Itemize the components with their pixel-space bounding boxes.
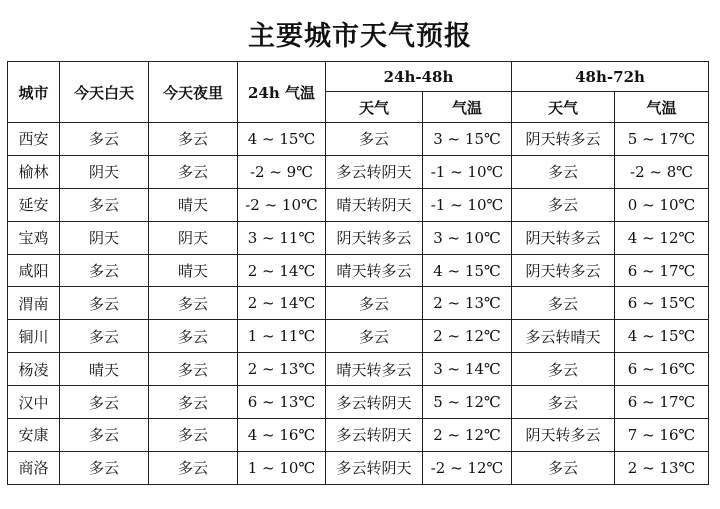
table-row bbox=[8, 320, 709, 353]
today-night-weather: 多云 bbox=[149, 353, 238, 386]
table-row bbox=[8, 419, 709, 452]
weather-48h: 多云转阴天 bbox=[326, 451, 423, 484]
header-weather-72h: 天气 bbox=[512, 92, 615, 123]
temp-72h: -2 ~ 8℃ bbox=[615, 155, 709, 188]
temp-48h: 3 ~ 14℃ bbox=[423, 353, 512, 386]
temp-48h: 3 ~ 15℃ bbox=[423, 123, 512, 156]
temp-24h: 2 ~ 14℃ bbox=[238, 254, 326, 287]
weather-48h: 多云转阴天 bbox=[326, 155, 423, 188]
page-title: 主要城市天气预报 bbox=[248, 21, 472, 52]
today-day-weather: 多云 bbox=[60, 451, 149, 484]
header-period-48h: 24h-48h bbox=[326, 62, 512, 92]
temp-24h: 1 ~ 11℃ bbox=[238, 320, 326, 353]
temp-72h: 4 ~ 12℃ bbox=[615, 221, 709, 254]
temp-24h: -2 ~ 9℃ bbox=[238, 155, 326, 188]
temp-48h: -1 ~ 10℃ bbox=[423, 155, 512, 188]
temp-72h: 6 ~ 16℃ bbox=[615, 353, 709, 386]
temp-24h: -2 ~ 10℃ bbox=[238, 188, 326, 221]
today-day-weather: 多云 bbox=[60, 188, 149, 221]
today-day-weather: 多云 bbox=[60, 287, 149, 320]
today-night-weather: 晴天 bbox=[149, 188, 238, 221]
weather-48h: 多云 bbox=[326, 320, 423, 353]
city-name: 榆林 bbox=[8, 155, 60, 188]
city-name: 西安 bbox=[8, 123, 60, 156]
temp-24h: 4 ~ 16℃ bbox=[238, 419, 326, 452]
today-night-weather: 多云 bbox=[149, 155, 238, 188]
temp-24h: 6 ~ 13℃ bbox=[238, 386, 326, 419]
weather-48h: 晴天转多云 bbox=[326, 353, 423, 386]
temp-72h: 0 ~ 10℃ bbox=[615, 188, 709, 221]
table-row bbox=[8, 123, 709, 156]
temp-24h: 2 ~ 14℃ bbox=[238, 287, 326, 320]
table-row bbox=[8, 221, 709, 254]
weather-72h: 多云 bbox=[512, 188, 615, 221]
today-night-weather: 多云 bbox=[149, 320, 238, 353]
table-row bbox=[8, 451, 709, 484]
header-today-day: 今天白天 bbox=[60, 62, 149, 123]
temp-72h: 5 ~ 17℃ bbox=[615, 123, 709, 156]
weather-48h: 多云转阴天 bbox=[326, 419, 423, 452]
today-night-weather: 多云 bbox=[149, 451, 238, 484]
weather-72h: 多云 bbox=[512, 155, 615, 188]
temp-72h: 4 ~ 15℃ bbox=[615, 320, 709, 353]
today-night-weather: 多云 bbox=[149, 287, 238, 320]
today-night-weather: 多云 bbox=[149, 123, 238, 156]
weather-72h: 阴天转多云 bbox=[512, 419, 615, 452]
forecast-table bbox=[7, 61, 709, 485]
today-day-weather: 多云 bbox=[60, 254, 149, 287]
table-row bbox=[8, 155, 709, 188]
weather-72h: 多云 bbox=[512, 353, 615, 386]
temp-72h: 6 ~ 17℃ bbox=[615, 386, 709, 419]
weather-72h: 多云 bbox=[512, 451, 615, 484]
weather-48h: 阴天转多云 bbox=[326, 221, 423, 254]
today-day-weather: 晴天 bbox=[60, 353, 149, 386]
temp-24h: 2 ~ 13℃ bbox=[238, 353, 326, 386]
weather-72h: 阴天转多云 bbox=[512, 221, 615, 254]
today-day-weather: 多云 bbox=[60, 386, 149, 419]
weather-48h: 多云 bbox=[326, 287, 423, 320]
header-weather-48h: 天气 bbox=[326, 92, 423, 123]
temp-48h: 4 ~ 15℃ bbox=[423, 254, 512, 287]
city-name: 延安 bbox=[8, 188, 60, 221]
weather-48h: 多云 bbox=[326, 123, 423, 156]
table-row bbox=[8, 254, 709, 287]
temp-72h: 2 ~ 13℃ bbox=[615, 451, 709, 484]
city-name: 安康 bbox=[8, 419, 60, 452]
city-name: 汉中 bbox=[8, 386, 60, 419]
weather-48h: 晴天转阴天 bbox=[326, 188, 423, 221]
today-night-weather: 多云 bbox=[149, 419, 238, 452]
today-day-weather: 多云 bbox=[60, 320, 149, 353]
temp-72h: 7 ~ 16℃ bbox=[615, 419, 709, 452]
city-name: 商洛 bbox=[8, 451, 60, 484]
header-city: 城市 bbox=[8, 62, 60, 123]
header-today-night: 今天夜里 bbox=[149, 62, 238, 123]
temp-24h: 3 ~ 11℃ bbox=[238, 221, 326, 254]
temp-48h: -1 ~ 10℃ bbox=[423, 188, 512, 221]
weather-72h: 多云 bbox=[512, 386, 615, 419]
weather-72h: 多云 bbox=[512, 287, 615, 320]
temp-48h: 3 ~ 10℃ bbox=[423, 221, 512, 254]
city-name: 杨凌 bbox=[8, 353, 60, 386]
table-row bbox=[8, 287, 709, 320]
temp-72h: 6 ~ 15℃ bbox=[615, 287, 709, 320]
city-name: 铜川 bbox=[8, 320, 60, 353]
city-name: 渭南 bbox=[8, 287, 60, 320]
city-name: 宝鸡 bbox=[8, 221, 60, 254]
table-row bbox=[8, 386, 709, 419]
table-row bbox=[8, 353, 709, 386]
table-row bbox=[8, 188, 709, 221]
temp-48h: 5 ~ 12℃ bbox=[423, 386, 512, 419]
temp-48h: 2 ~ 12℃ bbox=[423, 320, 512, 353]
header-period-72h: 48h-72h bbox=[512, 62, 709, 92]
today-day-weather: 阴天 bbox=[60, 221, 149, 254]
weather-48h: 多云转阴天 bbox=[326, 386, 423, 419]
today-night-weather: 阴天 bbox=[149, 221, 238, 254]
temp-24h: 1 ~ 10℃ bbox=[238, 451, 326, 484]
header-temp-48h: 气温 bbox=[423, 92, 512, 123]
temp-24h: 4 ~ 15℃ bbox=[238, 123, 326, 156]
today-day-weather: 阴天 bbox=[60, 155, 149, 188]
today-night-weather: 晴天 bbox=[149, 254, 238, 287]
city-name: 咸阳 bbox=[8, 254, 60, 287]
weather-72h: 阴天转多云 bbox=[512, 254, 615, 287]
today-day-weather: 多云 bbox=[60, 123, 149, 156]
header-temp-72h: 气温 bbox=[615, 92, 709, 123]
temp-72h: 6 ~ 17℃ bbox=[615, 254, 709, 287]
header-temp-24h: 24h 气温 bbox=[238, 62, 326, 123]
temp-48h: 2 ~ 12℃ bbox=[423, 419, 512, 452]
temp-48h: 2 ~ 13℃ bbox=[423, 287, 512, 320]
today-day-weather: 多云 bbox=[60, 419, 149, 452]
today-night-weather: 多云 bbox=[149, 386, 238, 419]
weather-72h: 多云转晴天 bbox=[512, 320, 615, 353]
weather-72h: 阴天转多云 bbox=[512, 123, 615, 156]
temp-48h: -2 ~ 12℃ bbox=[423, 451, 512, 484]
weather-48h: 晴天转多云 bbox=[326, 254, 423, 287]
